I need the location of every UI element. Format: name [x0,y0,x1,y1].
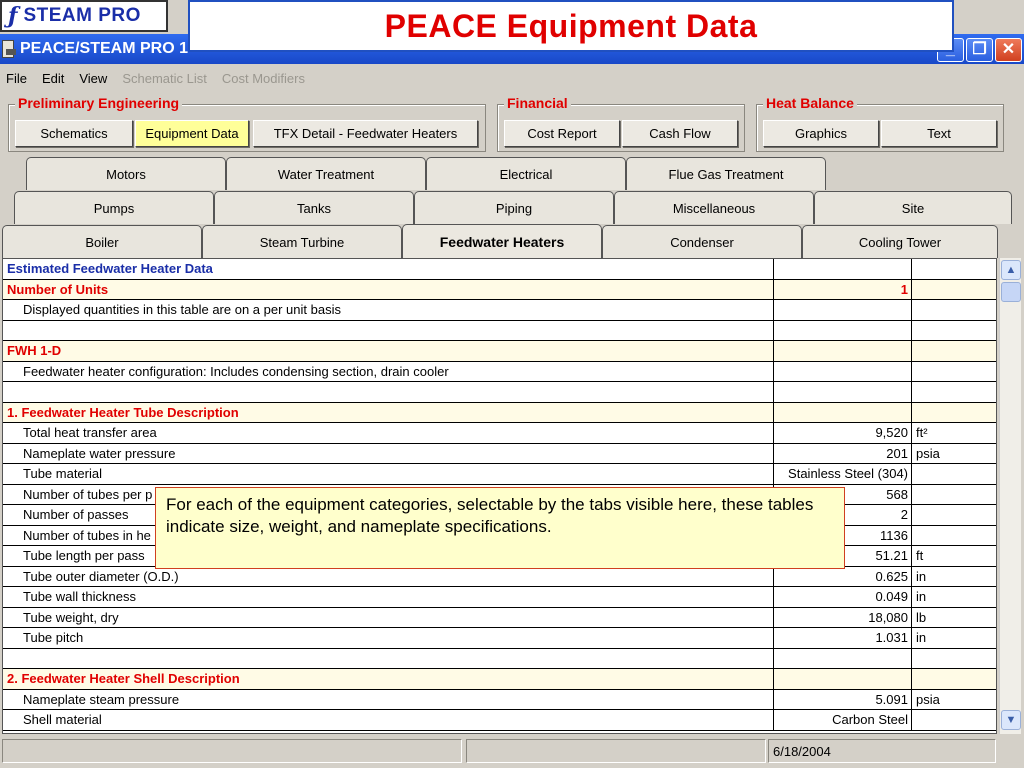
graphics-button[interactable]: Graphics [763,120,879,147]
tab-site[interactable]: Site [814,191,1012,224]
row-value[interactable] [773,382,911,402]
tab-steam-turbine[interactable]: Steam Turbine [202,225,402,258]
row-unit: ft² [911,423,997,443]
menu-schematic-list[interactable]: Schematic List [122,70,207,86]
app-icon[interactable] [2,40,14,58]
tfx-detail-button[interactable]: TFX Detail - Feedwater Heaters [253,120,478,147]
row-unit: in [911,628,997,648]
row-value[interactable] [773,649,911,669]
tab-cooling-tower[interactable]: Cooling Tower [802,225,998,258]
row-unit [911,259,997,279]
table-row[interactable] [3,423,997,444]
row-unit: psia [911,444,997,464]
row-value[interactable]: 18,080 [773,608,911,628]
equipment-data-button[interactable]: Equipment Data [135,120,249,147]
logo-mark-icon: ƒ [8,3,18,29]
row-unit [911,382,997,402]
row-label: Number of passes [23,507,129,523]
restore-icon[interactable]: ❐ [966,38,993,62]
table-row[interactable] [3,321,997,342]
table-row[interactable] [3,444,997,465]
row-value[interactable] [773,362,911,382]
table-row[interactable] [3,608,997,629]
row-unit: in [911,567,997,587]
row-label: Tube length per pass [23,548,145,564]
row-label: FWH 1-D [7,343,62,359]
group-financial-label: Financial [504,95,571,111]
tab-motors[interactable]: Motors [26,157,226,190]
row-label: Nameplate water pressure [23,445,176,461]
menu-edit[interactable]: Edit [41,70,65,86]
row-unit: ft [911,546,997,566]
row-value[interactable]: 1136 [773,526,911,546]
row-unit [911,669,997,689]
slide-banner [188,0,954,52]
row-label [3,321,772,341]
group-financial [497,95,745,152]
vertical-scrollbar[interactable] [999,258,1021,734]
scroll-thumb[interactable] [1001,282,1021,302]
menu-view[interactable]: View [79,70,108,86]
row-label: Tube wall thickness [23,589,136,605]
row-label: Number of Units [7,281,109,297]
row-unit [911,505,997,525]
row-value[interactable]: 5.091 [773,690,911,710]
menu-cost-modifiers[interactable]: Cost Modifiers [221,70,305,86]
table-row[interactable] [3,362,997,383]
row-label [3,382,772,402]
row-unit [911,403,997,423]
row-label: Nameplate steam pressure [23,691,180,707]
group-heat-balance [756,95,1004,152]
row-unit [911,300,997,320]
logo-text: STEAM PRO [23,5,141,26]
row-value[interactable]: 2 [773,505,911,525]
row-value[interactable]: 1 [773,280,911,300]
table-row[interactable] [3,300,997,321]
window-title: PEACE/STEAM PRO 1 [19,40,188,57]
table-row[interactable] [3,259,997,280]
row-value[interactable] [773,341,911,361]
row-label [3,649,772,669]
cash-flow-button[interactable]: Cash Flow [622,120,738,147]
row-value[interactable]: 1.031 [773,628,911,648]
row-label: Tube pitch [23,630,84,646]
row-unit [911,710,997,730]
row-label: Tube material [23,466,102,482]
table-row[interactable] [3,382,997,403]
text-button[interactable]: Text [881,120,997,147]
table-row[interactable] [3,341,997,362]
row-label: Tube weight, dry [23,609,119,625]
row-label: Number of tubes in he [23,527,151,543]
table-row[interactable] [3,464,997,485]
table-row[interactable] [3,587,997,608]
row-value[interactable] [773,403,911,423]
row-value[interactable]: 0.625 [773,567,911,587]
row-value[interactable]: Carbon Steel [773,710,911,730]
steam-pro-logo [0,0,168,32]
table-row[interactable] [3,628,997,649]
row-value[interactable]: 568 [773,485,911,505]
close-icon[interactable]: ✕ [995,38,1022,62]
table-row[interactable] [3,669,997,690]
status-pane-1 [2,739,462,763]
row-label: Number of tubes per p [23,486,153,502]
table-row[interactable] [3,567,997,588]
tab-feedwater-heaters[interactable]: Feedwater Heaters [402,224,602,259]
tab-piping[interactable]: Piping [414,191,614,224]
row-unit [911,280,997,300]
row-unit: in [911,587,997,607]
scroll-up-icon[interactable]: ▲ [1001,260,1021,280]
row-label: Feedwater heater configuration: Includes condensing section, drain cooler [23,363,449,379]
row-unit: psia [911,690,997,710]
scroll-down-icon[interactable]: ▼ [1001,710,1021,730]
row-label: 1. Feedwater Heater Tube Description [7,404,239,420]
tab-tanks[interactable]: Tanks [214,191,414,224]
row-unit [911,526,997,546]
tab-water-treatment[interactable]: Water Treatment [226,157,426,190]
row-value[interactable]: 9,520 [773,423,911,443]
tab-pumps[interactable]: Pumps [14,191,214,224]
row-value[interactable]: Stainless Steel (304) [773,464,911,484]
table-row[interactable] [3,690,997,711]
row-label: Displayed quantities in this table are on a per unit basis [23,302,341,318]
row-value[interactable] [773,259,911,279]
row-value[interactable] [773,321,911,341]
tab-boiler[interactable]: Boiler [2,225,202,258]
tab-condenser[interactable]: Condenser [602,225,802,258]
menu-file[interactable]: File [6,70,27,86]
row-label: Shell material [23,712,102,728]
row-value[interactable]: 51.21 [773,546,911,566]
row-label: Tube outer diameter (O.D.) [23,568,179,584]
row-label: Estimated Feedwater Heater Data [7,261,213,277]
group-heat-balance-label: Heat Balance [763,95,857,111]
status-pane-2 [466,739,766,763]
table-row[interactable] [3,280,997,301]
tab-electrical[interactable]: Electrical [426,157,626,190]
group-preliminary-engineering [8,95,486,152]
row-value[interactable] [773,669,911,689]
titlebar-left [2,38,188,60]
cost-report-button[interactable]: Cost Report [504,120,620,147]
row-label: Total heat transfer area [23,425,157,441]
row-label: 2. Feedwater Heater Shell Description [7,671,240,687]
table-row[interactable] [3,403,997,424]
status-bar [0,736,1024,768]
row-unit [911,321,997,341]
row-unit [911,464,997,484]
row-value[interactable] [773,300,911,320]
banner-title: PEACE Equipment Data [384,7,758,44]
row-unit [911,649,997,669]
table-row[interactable] [3,710,997,731]
table-row[interactable] [3,649,997,670]
row-unit: lb [911,608,997,628]
callout-note: For each of the equipment categories, selectable by the tabs visible here, these tables indicate size, weight, and nameplate specifications. [155,487,845,569]
group-preliminary-label: Preliminary Engineering [15,95,182,111]
row-value[interactable]: 0.049 [773,587,911,607]
menu-bar [0,66,1024,90]
schematics-button[interactable]: Schematics [15,120,133,147]
row-unit [911,485,997,505]
row-value[interactable]: 201 [773,444,911,464]
tab-miscellaneous[interactable]: Miscellaneous [614,191,814,224]
row-unit [911,362,997,382]
tab-flue-gas-treatment[interactable]: Flue Gas Treatment [626,157,826,190]
status-date: 6/18/2004 [768,739,996,763]
row-unit [911,341,997,361]
